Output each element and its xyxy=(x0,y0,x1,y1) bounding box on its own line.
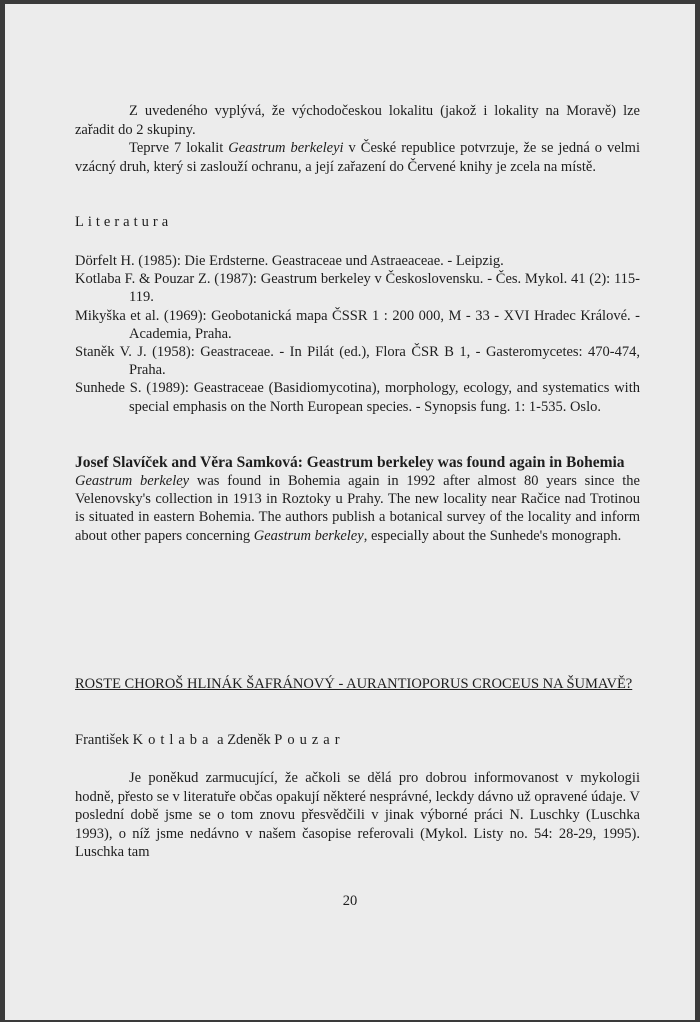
species-name: Geastrum berkeleyi xyxy=(228,140,344,156)
intro-section xyxy=(75,102,640,176)
document-page xyxy=(5,4,695,1020)
reference-item: Dörfelt H. (1985): Die Erdsterne. Geastraceae und Astraeaceae. - Leipzig. xyxy=(75,253,504,269)
reference-item: Staněk V. J. (1958): Geastraceae. - In Pilát (ed.), Flora ČSR B 1, - Gasteromycetes: 470-474, Praha. xyxy=(75,344,640,379)
author1-last: Kotlaba xyxy=(132,732,214,748)
summary-text-1: was found in Bohemia again in 1992 after almost 80 years since the Velenovsky's collection in 1913 in Roztoky u Prahy. The new locality near Račice nad Trotinou is situated in eastern Bohemia. The authors publish a botanical survey of the locality and inform about other papers concerning xyxy=(75,473,640,544)
summary-title: Josef Slavíček and Věra Samková: Geastrum berkeley was found again in Bohemia xyxy=(75,454,625,471)
author2-first: Zdeněk xyxy=(227,732,271,748)
reference-item: Kotlaba F. & Pouzar Z. (1987): Geastrum berkeley v Československu. - Čes. Mykol. 41 (2): 115-119. xyxy=(75,271,640,306)
intro-paragraph-2 xyxy=(75,139,640,176)
author1-first: František xyxy=(75,732,129,748)
literature-heading: Literatura xyxy=(75,214,173,230)
author-conjunction: a xyxy=(217,732,224,748)
intro-text-before: Teprve 7 lokalit xyxy=(129,140,229,156)
article-title: ROSTE CHOROŠ HLINÁK ŠAFRÁNOVÝ - AURANTIOPORUS CROCEUS NA ŠUMAVĚ? xyxy=(75,676,633,692)
summary-text-2: , especially about the Sunhede's monograph. xyxy=(363,527,622,544)
reference-item: Mikyška et al. (1969): Geobotanická mapa ČSSR 1 : 200 000, M - 33 - XVI Hradec Králové. - Academia, Praha. xyxy=(75,307,640,342)
page-number: 20 xyxy=(342,893,358,909)
reference-item: Sunhede S. (1989): Geastraceae (Basidiomycotina), morphology, ecology, and systematics with special emphasis on the North European species. - Synopsis fung. 1: 1-535. Oslo. xyxy=(75,380,640,415)
article-paragraph: Je poněkud zarmucující, že ačkoli se dělá pro dobrou informovanost v mykologii hodně, přesto se v literatuře občas opakují některé nesprávné, leckdy dávno už opravené údaje. V poslední době jsme se o tom znovu přesvědčili v jinak výborné práci N. Luschky (Luschka 1993), o níž jsme nedávno v našem časopise referovali (Mykol. Listy no. 54: 28-29, 1995). Luschka tam xyxy=(75,770,640,860)
summary-species-1: Geastrum berkeley xyxy=(75,473,190,489)
article-authors xyxy=(75,732,640,749)
intro-paragraph-1: Z uvedeného vyplývá, že východočeskou lokalitu (jakož i lokality na Moravě) lze zařadit do 2 skupiny. xyxy=(75,103,640,138)
author2-last: Pouzar xyxy=(274,732,345,748)
article-body xyxy=(75,769,640,862)
reference-list xyxy=(75,252,640,416)
summary-species-2: Geastrum berkeley xyxy=(253,527,364,544)
summary-body xyxy=(75,472,640,545)
english-summary xyxy=(75,454,640,545)
intro-text-after: v České republice potvrzuje, že se jedná o velmi vzácný druh, který si zaslouží ochranu, a její zařazení do Červené knihy je zcela na místě. xyxy=(75,140,640,175)
